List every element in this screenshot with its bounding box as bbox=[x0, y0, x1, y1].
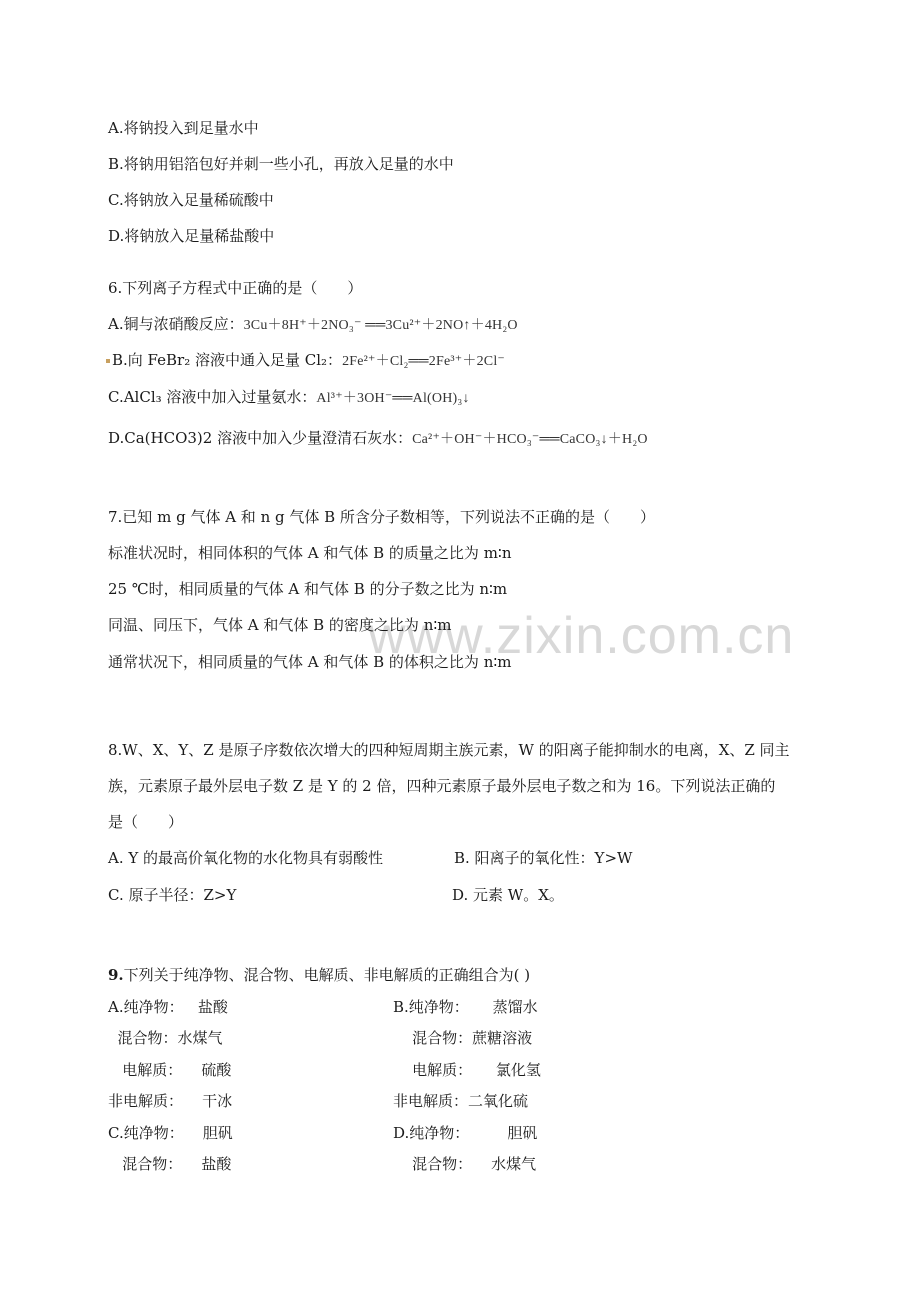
q7-option-1: 标准状况时，相同体积的气体 A 和气体 B 的质量之比为 m∶n bbox=[108, 544, 512, 562]
q8-stem-line-1: 8.W、X、Y、Z 是原子序数依次增大的四种短周期主族元素，W 的阳离子能抑制水的电离，X、Z 同主 bbox=[108, 741, 790, 759]
q6-option-d-equation: Ca²⁺＋OH⁻＋HCO₃⁻══CaCO₃↓＋H₂O bbox=[412, 432, 648, 447]
q7-stem: 7.已知 m g 气体 A 和 n g 气体 B 所含分子数相等，下列说法不正确的是（ ） bbox=[108, 508, 655, 526]
q7-option-2: 25 ℃时，相同质量的气体 A 和气体 B 的分子数之比为 n∶m bbox=[108, 580, 508, 598]
q7-option-3: 同温、同压下，气体 A 和气体 B 的密度之比为 n∶m bbox=[108, 616, 452, 634]
q8-option-b: B. 阳离子的氧化性：Y>W bbox=[454, 849, 633, 867]
watermark: www.zixin.com.cn bbox=[368, 607, 795, 665]
q6-option-a bbox=[108, 314, 518, 336]
q6-option-d-text: D.Ca(HCO3)2 溶液中加入少量澄清石灰水： bbox=[108, 429, 413, 447]
q9-stem bbox=[108, 965, 530, 985]
q8-option-d: D. 元素 W。X。 bbox=[452, 886, 564, 904]
q9-right-row-5: D.纯净物： 胆矾 bbox=[393, 1124, 538, 1142]
q6-stem: 6.下列离子方程式中正确的是（ ） bbox=[108, 279, 363, 297]
q5-option-a: A.将钠投入到足量水中 bbox=[108, 119, 259, 137]
q6-option-b bbox=[106, 350, 505, 372]
q6-option-a-equation: 3Cu＋8H⁺＋2NO₃⁻ ══3Cu²⁺＋2NO↑＋4H₂O bbox=[243, 318, 518, 333]
q9-number: 9. bbox=[108, 966, 124, 984]
q9-left-row-5: C.纯净物： 胆矾 bbox=[108, 1124, 233, 1142]
q8-option-c: C. 原子半径：Z>Y bbox=[108, 886, 237, 904]
q9-right-row-2: 混合物：蔗糖溶液 bbox=[393, 1029, 533, 1047]
q9-left-row-2: 混合物：水煤气 bbox=[108, 1029, 223, 1047]
q9-left-row-4: 非电解质： 干冰 bbox=[108, 1092, 233, 1110]
q8-stem-line-2: 族，元素原子最外层电子数 Z 是 Y 的 2 倍，四种元素原子最外层电子数之和为 16。下列说法正确的 bbox=[108, 777, 776, 795]
q9-right-row-6: 混合物： 水煤气 bbox=[393, 1155, 537, 1173]
q7-option-4: 通常状况下，相同质量的气体 A 和气体 B 的体积之比为 n∶m bbox=[108, 653, 512, 671]
q6-option-a-text: A.铜与浓硝酸反应： bbox=[108, 315, 244, 333]
q5-option-b: B.将钠用铝箔包好并刺一些小孔，再放入足量的水中 bbox=[108, 155, 454, 173]
marker-dot-icon bbox=[106, 359, 110, 363]
q9-right-row-1: B.纯净物： 蒸馏水 bbox=[393, 998, 538, 1016]
q5-option-c: C.将钠放入足量稀硫酸中 bbox=[108, 191, 274, 209]
q9-right-row-4: 非电解质：二氧化硫 bbox=[393, 1092, 529, 1110]
q6-option-c bbox=[108, 387, 470, 409]
q6-option-b-equation: 2Fe²⁺＋Cl₂══2Fe³⁺＋2Cl⁻ bbox=[342, 354, 505, 369]
q8-stem-line-3: 是（ ） bbox=[108, 813, 184, 831]
q6-option-c-text: C.AlCl₃ 溶液中加入过量氨水： bbox=[108, 388, 317, 406]
q9-left-row-6: 混合物： 盐酸 bbox=[108, 1155, 232, 1173]
q9-right-row-3: 电解质： 氯化氢 bbox=[393, 1061, 541, 1079]
q9-stem-text: 下列关于纯净物、混合物、电解质、非电解质的正确组合为( ) bbox=[123, 966, 531, 984]
q9-left-row-3: 电解质： 硫酸 bbox=[108, 1061, 232, 1079]
q5-option-d: D.将钠放入足量稀盐酸中 bbox=[108, 227, 275, 245]
q8-option-a: A. Y 的最高价氧化物的水化物具有弱酸性 bbox=[108, 849, 384, 867]
q9-left-row-1: A.纯净物： 盐酸 bbox=[108, 998, 228, 1016]
q6-option-c-equation: Al³⁺＋3OH⁻══Al(OH)₃↓ bbox=[316, 391, 470, 406]
q6-option-d bbox=[108, 428, 648, 450]
q6-option-b-text: B.向 FeBr₂ 溶液中通入足量 Cl₂： bbox=[112, 351, 343, 369]
